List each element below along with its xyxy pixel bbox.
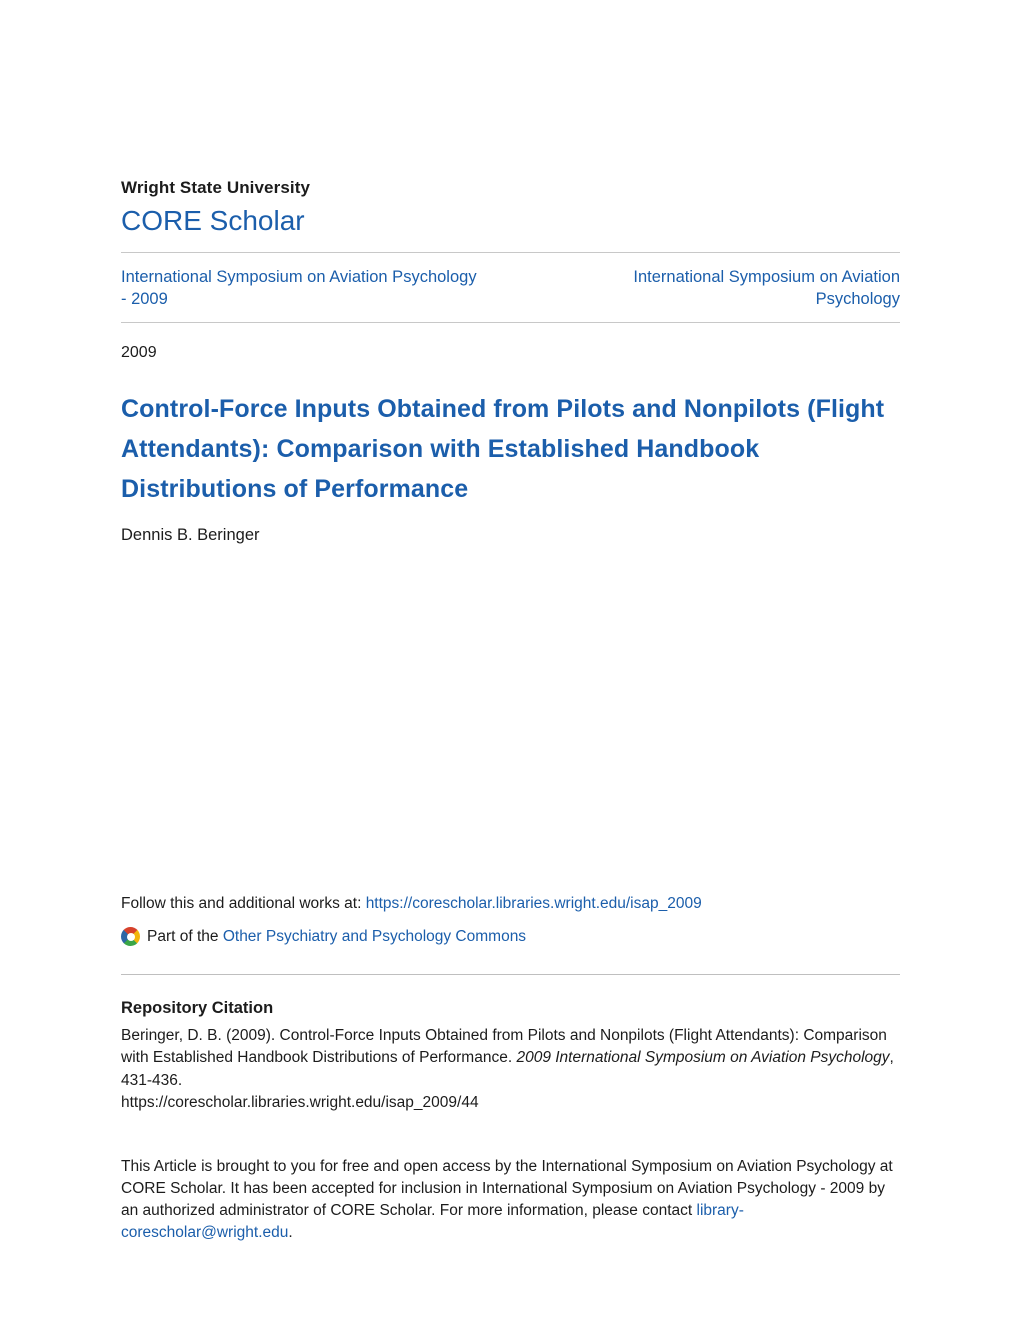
- commons-network-icon: [121, 927, 140, 946]
- divider: [121, 974, 900, 975]
- follow-prefix-text: Follow this and additional works at:: [121, 894, 366, 912]
- contact-email-link[interactable]: library-corescholar@wright.edu: [121, 1201, 744, 1241]
- partof-prefix-text: Part of the: [147, 927, 223, 945]
- collection-link-isap[interactable]: International Symposium on Aviation Psychology: [633, 268, 900, 309]
- divider: [121, 322, 900, 323]
- repository-citation-text: [121, 1025, 899, 1115]
- follow-section: [121, 894, 900, 947]
- collections-row: [121, 266, 900, 311]
- partof-line: [121, 927, 900, 947]
- repository-brand-link[interactable]: CORE Scholar: [121, 205, 305, 236]
- follow-line: [121, 894, 900, 914]
- article-title: Control-Force Inputs Obtained from Pilots and Nonpilots (Flight Attendants): Comparison with Established Handbook Distributions of Performance: [121, 394, 885, 503]
- access-statement-period: .: [288, 1223, 293, 1241]
- partof-text: [147, 927, 526, 947]
- citation-url-link[interactable]: https://corescholar.libraries.wright.edu/isap_2009/44: [121, 1094, 479, 1112]
- institution-name: Wright State University: [121, 178, 311, 197]
- publication-year: 2009: [121, 343, 157, 361]
- divider: [121, 252, 900, 253]
- citation-journal-italic: 2009 International Symposium on Aviation Psychology: [516, 1049, 890, 1067]
- collection-link-isap-2009[interactable]: International Symposium on Aviation Psychology - 2009: [121, 268, 477, 309]
- commons-discipline-link[interactable]: Other Psychiatry and Psychology Commons: [222, 927, 527, 945]
- citation-pages: , 431-436.: [121, 1049, 894, 1089]
- follow-works-link[interactable]: https://corescholar.libraries.wright.edu/isap_2009: [365, 894, 702, 912]
- access-statement-text: This Article is brought to you for free and open access by the International Symposium on Aviation Psychology at CORE Scholar. It has been accepted for inclusion in International Symposium on Aviation Psychology - 2009 by an authorized administrator of CORE Scholar. For more information, please contact: [121, 1157, 893, 1219]
- author-name: Dennis B. Beringer: [121, 525, 260, 544]
- access-statement: [121, 1156, 899, 1244]
- repository-citation-heading: Repository Citation: [121, 998, 274, 1017]
- citation-text: Beringer, D. B. (2009). Control-Force Inputs Obtained from Pilots and Nonpilots (Flight Attendants): Comparison with Established Handbook Distributions of Performance.: [121, 1026, 887, 1067]
